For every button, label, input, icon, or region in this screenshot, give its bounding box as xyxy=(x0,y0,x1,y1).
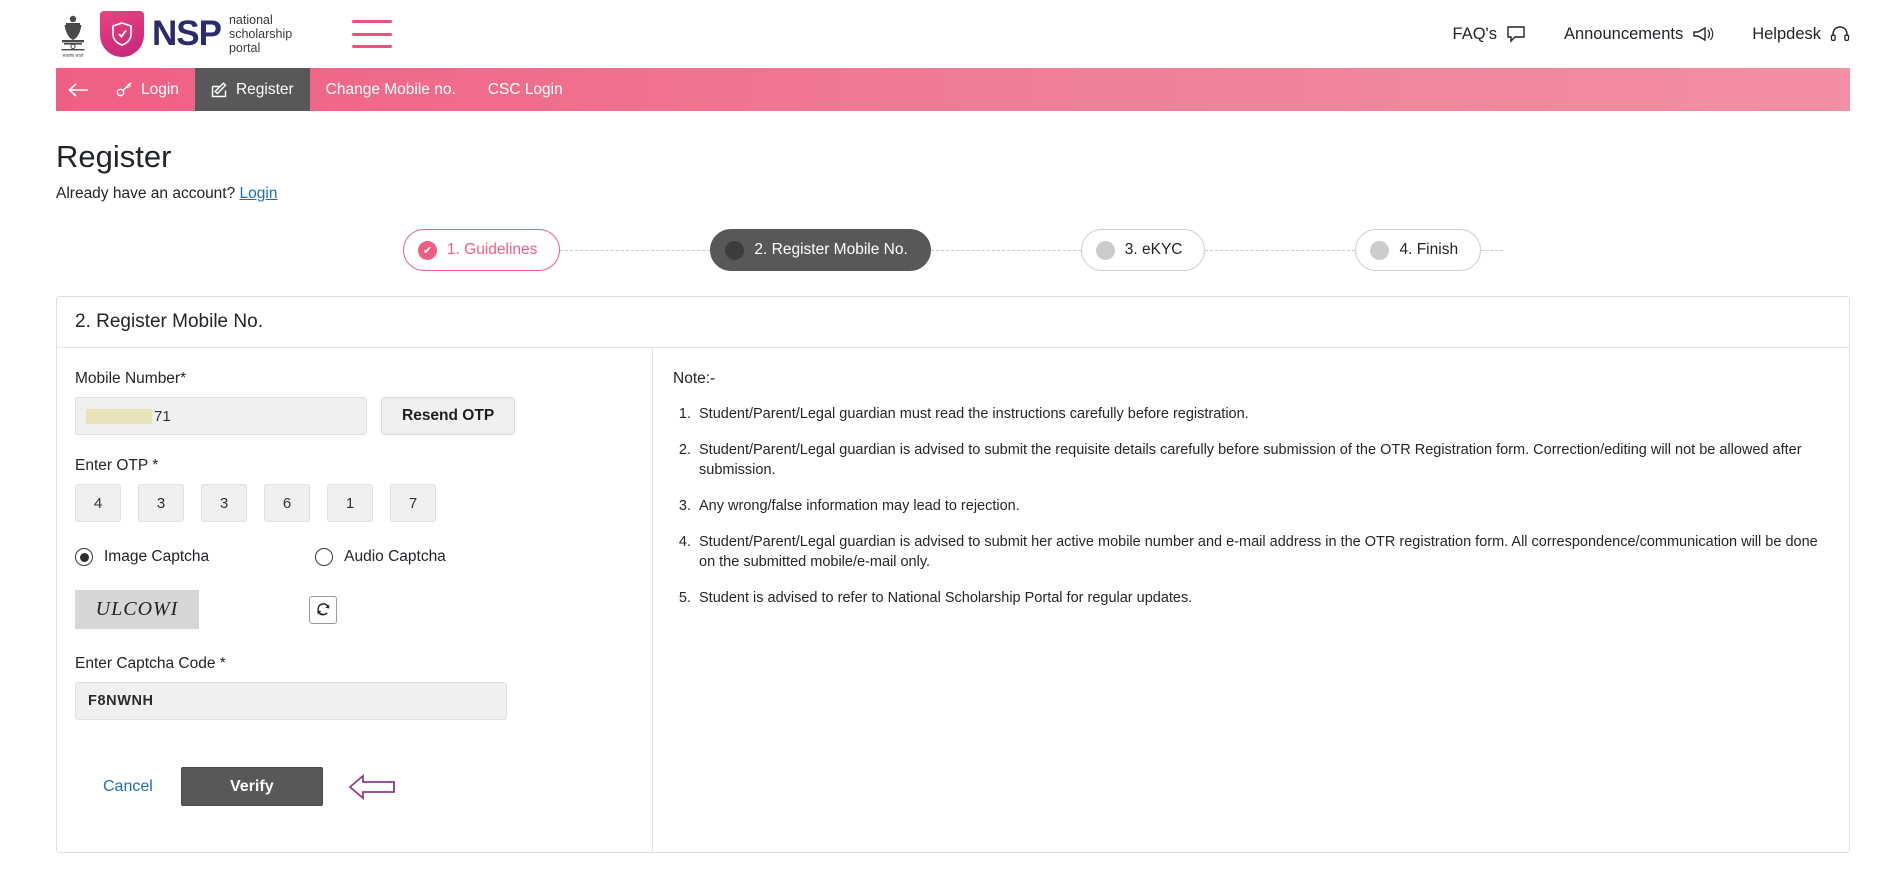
notes-title: Note:- xyxy=(673,370,716,387)
captcha-image: ULCOWI xyxy=(75,590,199,629)
left-arrow-outline-icon xyxy=(347,773,397,801)
step-2-label: 2. Register Mobile No. xyxy=(754,241,908,258)
step-3-label: 3. eKYC xyxy=(1124,241,1183,258)
brand-sub-line-3: portal xyxy=(228,41,261,55)
captcha-display-row xyxy=(75,590,634,629)
otp-digit-3[interactable]: 3 xyxy=(201,484,247,522)
hamburger-bar xyxy=(352,33,392,36)
login-link[interactable]: Login xyxy=(239,185,278,202)
step-2-marker xyxy=(725,241,744,260)
radio-audio-captcha-indicator xyxy=(315,548,333,566)
page-content xyxy=(0,139,1898,853)
step-4-label: 4. Finish xyxy=(1399,241,1459,258)
radio-image-captcha-indicator xyxy=(75,548,93,566)
step-connector xyxy=(560,250,710,251)
header-links xyxy=(1453,25,1850,44)
step-4-marker xyxy=(1370,241,1389,260)
register-mobile-card xyxy=(56,296,1850,853)
top-header xyxy=(0,0,1898,68)
radio-audio-captcha[interactable] xyxy=(315,548,446,566)
brand-logo[interactable] xyxy=(56,10,292,58)
menu-hamburger-icon[interactable] xyxy=(352,20,392,48)
captcha-code-label: Enter Captcha Code * xyxy=(75,655,226,672)
step-1-label: 1. Guidelines xyxy=(446,241,538,258)
helpdesk-label: Helpdesk xyxy=(1752,24,1821,43)
resend-otp-button[interactable]: Resend OTP xyxy=(381,397,515,435)
step-finish[interactable] xyxy=(1355,229,1481,271)
note-item: 2. Student/Parent/Legal guardian is advised to submit the requisite details carefully before submission of the OTR Registration form. Correction/editing will not be allowed after submission. xyxy=(695,440,1825,480)
radio-image-captcha[interactable] xyxy=(75,548,209,566)
masked-digits xyxy=(86,409,152,424)
step-3-marker xyxy=(1096,241,1115,260)
register-form xyxy=(57,348,653,853)
otp-digit-4[interactable]: 6 xyxy=(264,484,310,522)
faqs-label: FAQ's xyxy=(1452,24,1497,43)
step-1-marker: ✔ xyxy=(418,241,437,260)
header-link-announcements[interactable] xyxy=(1564,25,1714,44)
step-connector xyxy=(931,250,1081,251)
note-item: 4. Student/Parent/Legal guardian is advised to submit her active mobile number and e-mail address in the OTR registration form. All correspondence/communication will be done on the submitted mobile/e-mail only. xyxy=(695,532,1825,572)
otp-digit-2[interactable]: 3 xyxy=(138,484,184,522)
mobile-number-label: Mobile Number* xyxy=(75,370,187,387)
card-title: 2. Register Mobile No. xyxy=(57,297,1849,348)
account-prompt xyxy=(56,185,1850,203)
announcements-label: Announcements xyxy=(1563,24,1684,43)
nav-item-change-mobile[interactable] xyxy=(310,68,472,111)
nav-item-login[interactable] xyxy=(100,68,195,111)
form-actions xyxy=(75,767,634,806)
otp-inputs xyxy=(75,484,634,522)
national-emblem-icon xyxy=(56,10,90,58)
notes-list xyxy=(673,404,1825,608)
mobile-number-input[interactable] xyxy=(75,397,367,435)
hamburger-bar xyxy=(352,45,392,48)
step-guidelines[interactable] xyxy=(403,229,560,271)
otp-digit-6[interactable]: 7 xyxy=(390,484,436,522)
radio-audio-captcha-label: Audio Captcha xyxy=(344,548,446,565)
nav-item-csc-login[interactable] xyxy=(472,68,579,111)
refresh-icon[interactable] xyxy=(309,596,337,624)
secondary-nav xyxy=(56,68,1850,111)
brand-name: NSP xyxy=(152,14,221,53)
arrow-left-icon[interactable] xyxy=(56,68,100,111)
step-ekyc[interactable] xyxy=(1081,229,1206,271)
nav-label-login: Login xyxy=(141,80,179,98)
registration-stepper xyxy=(56,229,1850,271)
nav-item-register[interactable] xyxy=(195,68,310,111)
verify-button[interactable]: Verify xyxy=(181,767,323,806)
nav-label-change-mobile: Change Mobile no. xyxy=(325,80,456,98)
account-prompt-text: Already have an account? xyxy=(56,185,236,202)
header-link-faqs[interactable] xyxy=(1453,25,1526,44)
note-item: 3. Any wrong/false information may lead to rejection. xyxy=(695,496,1825,516)
brand-sub-line-2: scholarship xyxy=(228,27,293,41)
brand-sub-line-1: national xyxy=(228,13,273,27)
megaphone-icon xyxy=(1692,25,1714,43)
step-register-mobile[interactable] xyxy=(710,229,930,271)
step-connector xyxy=(1205,250,1355,251)
chat-icon xyxy=(1506,25,1526,43)
mobile-number-value: 71 xyxy=(154,407,171,425)
header-link-helpdesk[interactable] xyxy=(1752,25,1850,44)
edit-square-icon xyxy=(211,82,228,98)
page-title: Register xyxy=(56,139,172,174)
notes-panel xyxy=(653,348,1849,853)
headset-icon xyxy=(1830,25,1850,43)
step-connector-end xyxy=(1481,250,1503,251)
nsp-shield-icon xyxy=(100,11,144,57)
captcha-code-input[interactable]: F8NWNH xyxy=(75,682,507,720)
captcha-type-group xyxy=(75,548,634,566)
radio-image-captcha-label: Image Captcha xyxy=(104,548,210,565)
hamburger-bar xyxy=(352,20,392,23)
nav-label-csc-login: CSC Login xyxy=(487,80,563,98)
key-icon xyxy=(116,82,133,97)
emblem-caption: सत्यमेव जयते xyxy=(62,53,84,58)
otp-digit-1[interactable]: 4 xyxy=(75,484,121,522)
note-item: 1. Student/Parent/Legal guardian must read the instructions carefully before registration. xyxy=(695,404,1825,424)
nav-label-register: Register xyxy=(235,80,294,98)
otp-digit-5[interactable]: 1 xyxy=(327,484,373,522)
otp-label: Enter OTP * xyxy=(75,457,159,474)
brand-subtitle xyxy=(229,13,292,55)
note-item: 5. Student is advised to refer to National Scholarship Portal for regular updates. xyxy=(695,588,1825,608)
cancel-button[interactable]: Cancel xyxy=(75,778,181,796)
